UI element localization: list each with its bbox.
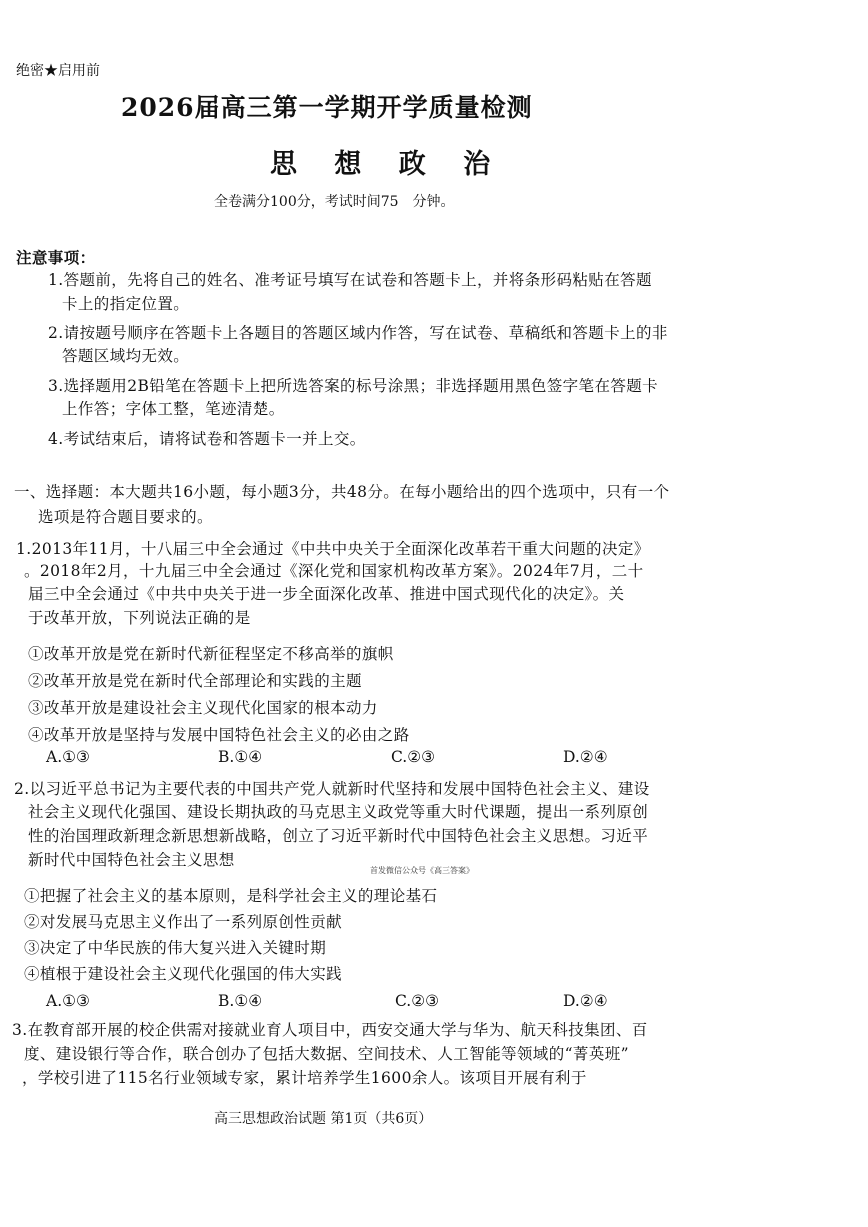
q2-option-b: B.①④ <box>218 992 263 1010</box>
exam-info: 全卷满分100分，考试时间75 分钟。 <box>214 194 455 210</box>
q3-stem-line-3: ，学校引进了115名行业领域专家，累计培养学生1600余人。该项目开展有利于 <box>22 1069 587 1087</box>
confidential-label: 绝密★启用前 <box>16 63 100 79</box>
page-footer: 高三思想政治试题 第1页（共6页） <box>214 1111 433 1127</box>
notice-item-4: 4.考试结束后，请将试卷和答题卡一并上交。 <box>48 430 366 448</box>
notice-item-1-line-2: 卡上的指定位置。 <box>62 295 190 313</box>
section-heading-line-1: 一、选择题：本大题共16小题，每小题3分，共48分。在每小题给出的四个选项中，只有一个 <box>14 483 670 501</box>
exam-title: 2026届高三第一学期开学质量检测 <box>121 93 533 122</box>
notice-item-2-line-2: 答题区域均无效。 <box>62 347 190 365</box>
q2-option-c: C.②③ <box>395 992 440 1010</box>
q2-stem-line-1: 2.以习近平总书记为主要代表的中国共产党人就新时代坚持和发展中国特色社会主义、建设 <box>14 780 650 798</box>
q1-item-4: ④改革开放是坚持与发展中国特色社会主义的必由之路 <box>28 726 410 744</box>
q2-option-d: D.②④ <box>563 992 608 1010</box>
q2-stem-line-2: 社会主义现代化强国、建设长期执政的马克思主义政党等重大时代课题，提出一系列原创 <box>28 803 649 821</box>
q2-item-4: ④植根于建设社会主义现代化强国的伟大实践 <box>24 965 343 983</box>
notice-item-3-line-2: 上作答；字体工整，笔迹清楚。 <box>62 400 285 418</box>
subject-title: 思 想 政 治 <box>270 149 505 180</box>
notice-item-3-line-1: 3.选择题用2B铅笔在答题卡上把所选答案的标号涂黑；非选择题用黑色签字笔在答题卡 <box>48 377 659 395</box>
q1-item-1: ①改革开放是党在新时代新征程坚定不移高举的旗帜 <box>28 645 394 663</box>
q3-stem-line-1: 3.在教育部开展的校企供需对接就业育人项目中，西安交通大学与华为、航天科技集团、百 <box>12 1021 648 1039</box>
q1-option-a: A.①③ <box>46 748 90 766</box>
q2-option-a: A.①③ <box>46 992 90 1010</box>
q2-stem-line-3: 性的治国理政新理念新思想新战略，创立了习近平新时代中国特色社会主义思想。习近平 <box>28 827 649 845</box>
q2-item-3: ③决定了中华民族的伟大复兴进入关键时期 <box>24 939 327 957</box>
q2-item-2: ②对发展马克思主义作出了一系列原创性贡献 <box>24 913 343 931</box>
watermark-text: 首发微信公众号《高三答案》 <box>370 866 474 875</box>
notice-item-2-line-1: 2.请按题号顺序在答题卡上各题目的答题区域内作答，写在试卷、草稿纸和答题卡上的非 <box>48 324 668 342</box>
notice-heading: 注意事项： <box>16 248 96 267</box>
q1-stem-line-2: 。2018年2月，十九届三中全会通过《深化党和国家机构改革方案》。2024年7月，二十 <box>24 562 644 580</box>
q1-stem-line-3: 届三中全会通过《中共中央关于进一步全面深化改革、推进中国式现代化的决定》。关 <box>28 585 625 603</box>
q1-stem-line-4: 于改革开放，下列说法正确的是 <box>28 609 251 627</box>
q1-stem-line-1: 1.2013年11月，十八届三中全会通过《中共中央关于全面深化改革若干重大问题的决定》 <box>16 540 650 558</box>
notice-item-1-line-1: 1.答题前，先将自己的姓名、准考证号填写在试卷和答题卡上，并将条形码粘贴在答题 <box>48 271 652 289</box>
q1-option-d: D.②④ <box>563 748 608 766</box>
q2-stem-line-4: 新时代中国特色社会主义思想 <box>28 851 235 869</box>
q1-item-2: ②改革开放是党在新时代全部理论和实践的主题 <box>28 672 362 690</box>
section-heading-line-2: 选项是符合题目要求的。 <box>38 508 213 526</box>
q1-option-b: B.①④ <box>218 748 263 766</box>
q2-item-1: ①把握了社会主义的基本原则，是科学社会主义的理论基石 <box>24 887 438 905</box>
q3-stem-line-2: 度、建设银行等合作，联合创办了包括大数据、空间技术、人工智能等领域的“菁英班” <box>24 1045 629 1063</box>
q1-option-c: C.②③ <box>391 748 436 766</box>
q1-item-3: ③改革开放是建设社会主义现代化国家的根本动力 <box>28 699 378 717</box>
